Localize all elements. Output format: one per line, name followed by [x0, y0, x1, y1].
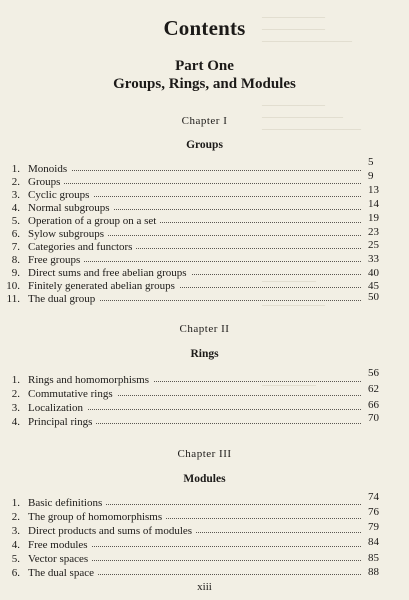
entry-number: 4.: [11, 539, 20, 551]
toc-entry[interactable]: [0, 280, 409, 293]
entry-title: Direct sums and free abelian groups: [28, 267, 191, 280]
chapter-2-label: Chapter II: [179, 323, 230, 335]
part-heading: Part One: [175, 58, 234, 74]
chapter-2-title: Rings: [190, 348, 219, 360]
toc-entry[interactable]: [0, 536, 409, 552]
toc-entry[interactable]: [0, 170, 409, 189]
entry-title: Localization: [28, 402, 87, 415]
entry-title: Commutative rings: [28, 388, 117, 401]
entry-number: 3.: [11, 525, 20, 537]
entry-number: 5.: [11, 553, 20, 565]
leader-dots: [30, 170, 361, 171]
entry-title: Direct products and sums of modules: [28, 525, 196, 538]
entry-number: 10.: [6, 280, 20, 292]
entry-page: 50: [368, 291, 379, 303]
chapter-3-title: Modules: [183, 473, 226, 485]
chapter-1-title: Groups: [186, 139, 223, 151]
toc-entry[interactable]: [0, 293, 409, 306]
entry-title: Finitely generated abelian groups: [28, 280, 179, 293]
entry-page: 23: [368, 226, 379, 238]
entry-title: Rings and homomorphisms: [28, 374, 153, 387]
toc-entry[interactable]: [0, 228, 409, 241]
toc-entry[interactable]: [0, 567, 409, 580]
entry-title: Basic definitions: [28, 497, 106, 510]
toc-entry[interactable]: [0, 241, 409, 254]
chapter-1-label: Chapter I: [181, 115, 228, 127]
entry-page: 79: [368, 521, 379, 533]
entry-title: Free groups: [28, 254, 84, 267]
entry-page: 5: [368, 156, 374, 168]
entry-page: 33: [368, 253, 379, 265]
toc-entry[interactable]: [0, 156, 409, 176]
entry-page: 70: [368, 412, 379, 424]
part-subtitle: Groups, Rings, and Modules: [113, 76, 296, 92]
entry-page: 84: [368, 536, 379, 548]
entry-page: 25: [368, 239, 379, 251]
toc-entry[interactable]: [0, 491, 409, 510]
entry-title: Cyclic groups: [28, 189, 93, 202]
toc-entry[interactable]: [0, 184, 409, 202]
entry-title: The dual space: [28, 567, 98, 580]
entry-title: The group of homomorphisms: [28, 511, 166, 524]
entry-page: 74: [368, 491, 379, 503]
toc-entry[interactable]: [0, 212, 409, 228]
entry-number: 5.: [11, 215, 20, 227]
entry-page: 19: [368, 212, 379, 224]
entry-page: 9: [368, 170, 374, 182]
entry-number: 9.: [11, 267, 20, 279]
toc-entry[interactable]: [0, 521, 409, 538]
entry-number: 2.: [11, 388, 20, 400]
entry-title: Normal subgroups: [28, 202, 114, 215]
entry-title: Free modules: [28, 539, 92, 552]
toc-entry[interactable]: [0, 412, 409, 429]
entry-title: The dual group: [28, 293, 99, 306]
entry-number: 8.: [11, 254, 20, 266]
entry-title: Principal rings: [28, 416, 96, 429]
entry-number: 11.: [6, 293, 20, 305]
entry-number: 3.: [11, 402, 20, 414]
entry-page: 85: [368, 552, 379, 564]
leader-dots: [30, 183, 361, 184]
entry-page: 40: [368, 267, 379, 279]
entry-number: 4.: [11, 202, 20, 214]
toc-entry[interactable]: [0, 399, 409, 415]
entry-number: 4.: [11, 416, 20, 428]
entry-number: 6.: [11, 228, 20, 240]
entry-number: 1.: [11, 497, 20, 509]
entry-title: Monoids: [28, 163, 71, 176]
entry-page: 45: [368, 280, 379, 292]
entry-title: Sylow subgroups: [28, 228, 108, 241]
entry-number: 1.: [11, 374, 20, 386]
entry-title: Vector spaces: [28, 553, 92, 566]
contents-page: ——————— ——————— —————————— ——————— ————————— ——————————— —————— ——————— —————— Contents Part One Groups, Rings, and Modules Chapter I Groups 1. Monoids 5 2. Groups 9 3. Cyclic groups 13 4. Normal subgroups 14 5. Operation of a group on a set 19 6. Sylow subgroups 23 7. Categories and functors 25 8. Free groups 33 9. Direct sums and free abelian groups 40 10. Finitely generated abelian groups 45 11. The dual group 50 Chapter II Rings 1. Rings and homomorphisms 56 2. Commutative rings 62 3. Localization 66 4. Principal rings 70 Chapter III Modules 1. Basic definitions 74 2. The group of homomorphisms 76 3. Direct products and sums of modules 79 4. Free modules 84 5. Vector spaces 85 6. The dual space 88 xiii: [0, 0, 409, 600]
chapter-3-label: Chapter III: [177, 448, 232, 460]
entry-number: 3.: [11, 189, 20, 201]
entry-number: 6.: [11, 567, 20, 579]
toc-entry[interactable]: [0, 198, 409, 215]
toc-entry[interactable]: [0, 267, 409, 280]
entry-page: 13: [368, 184, 379, 196]
entry-page: 62: [368, 383, 379, 395]
toc-entry[interactable]: [0, 367, 409, 387]
entry-title: Operation of a group on a set: [28, 215, 160, 228]
toc-entry[interactable]: [0, 383, 409, 401]
entry-number: 2.: [11, 511, 20, 523]
entry-page: 66: [368, 399, 379, 411]
entry-page: 88: [368, 566, 379, 578]
toc-entry[interactable]: [0, 254, 409, 267]
page-title: Contents: [163, 16, 246, 40]
entry-title: Groups: [28, 176, 64, 189]
entry-number: 1.: [11, 163, 20, 175]
entry-page: 76: [368, 506, 379, 518]
page-number: xiii: [197, 581, 212, 593]
toc-entry[interactable]: [0, 553, 409, 566]
entry-page: 14: [368, 198, 379, 210]
toc-entry[interactable]: [0, 506, 409, 524]
entry-title: Categories and functors: [28, 241, 136, 254]
entry-page: 56: [368, 367, 379, 379]
entry-number: 7.: [11, 241, 20, 253]
entry-number: 2.: [11, 176, 20, 188]
